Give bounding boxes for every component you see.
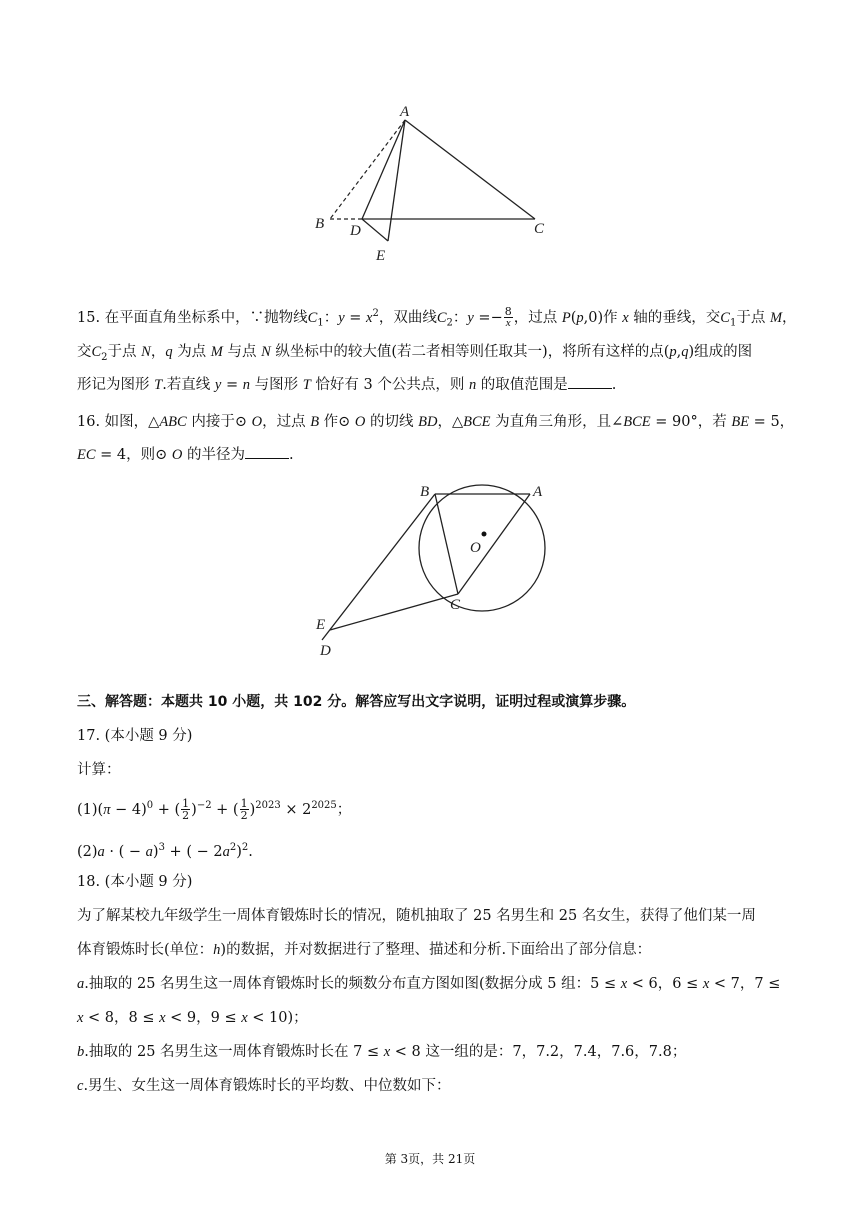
label-B: B: [315, 216, 325, 232]
q16-line2: EC = 4，则⊙ O 的半径为 .: [77, 444, 783, 465]
q18-item-a-line1: a.抽取的 25 名男生这一周体育锻炼时长的频数分布直方图如图(数据分成 5 组：5 ≤ x < 6，6 ≤ x < 7，7 ≤: [77, 976, 781, 992]
label-A2: A: [533, 484, 543, 500]
page-footer: 第 3页，共 21页: [384, 1152, 476, 1166]
q18-line1: 为了解某校九年级学生一周体育锻炼时长的情况，随机抽取了 25 名男生和 25 名女生，获得了他们某一周: [77, 908, 756, 924]
label-C2: C: [450, 597, 461, 613]
answer-blank-16[interactable]: [245, 444, 289, 459]
q15-line1: 15. 在平面直角坐标系中，∵抛物线$C_1$：$y = x^2$，双曲线$C_2$：y =− $\frac{8}{x}$ ，过点 P(p,0)作 x 轴的垂线，交$C_1$于点 M，: [77, 305, 797, 330]
q18-header: 18. (本小题 9 分): [77, 874, 193, 890]
label-D2: D: [320, 643, 331, 659]
label-C: C: [534, 221, 545, 237]
q17-part1: $(1)(\pi - 4)^0$ + ( $\frac{1}{2}$ )$^{-2}$ + ( $\frac{1}{2}$ )$^{2023} \times 2^{2025}$；: [77, 797, 352, 823]
q17-intro: 计算：: [77, 762, 121, 778]
label-A: A: [400, 104, 410, 120]
label-E2: E: [316, 617, 326, 633]
label-O2: O: [470, 540, 481, 556]
answer-blank-15[interactable]: [568, 374, 612, 389]
q18-item-b: b.抽取的 25 名男生这一周体育锻炼时长在 7 ≤ x < 8 这一组的是：7，7.2，7.4，7.6，7.8；: [77, 1044, 687, 1060]
q18-item-a-line2: x < 8，8 ≤ x < 9，9 ≤ x < 10)；: [77, 1010, 308, 1026]
q18-line2: 体育锻炼时长(单位：h)的数据，并对数据进行了整理、描述和分析.下面给出了部分信息：: [77, 942, 652, 958]
label-E: E: [376, 248, 386, 264]
label-B2: B: [420, 484, 430, 500]
q15-line3: 形记为图形 T.若直线 y = n 与图形 T 恰好有 3 个公共点，则 n 的取值范围是 .: [77, 374, 783, 395]
q18-item-c: c.男生、女生这一周体育锻炼时长的平均数、中位数如下：: [77, 1078, 451, 1094]
q17-header: 17. (本小题 9 分): [77, 728, 193, 744]
q17-part2: (2)a · ( − a)$^3$ + ( − $2a^2)^2$.: [77, 842, 253, 860]
label-D: D: [350, 223, 361, 239]
figure-triangle-fold: [300, 100, 570, 270]
q15-line2: 交$C_2$于点 N，q 为点 M 与点 N 纵坐标中的较大值(若二者相等则任取其一)，将所有这样的点(p,q)组成的图: [77, 344, 753, 363]
section3-heading: 三、解答题：本题共 10 小题，共 102 分。解答应写出文字说明，证明过程或演算步骤。: [77, 694, 636, 710]
q16-line1: 16. 如图，△ABC 内接于⊙ O，过点 B 作⊙ O 的切线 BD，△BCE 为直角三角形，且∠BCE = 90°，若 BE = 5，: [77, 414, 795, 430]
figure-circle-tangent: [300, 472, 570, 662]
